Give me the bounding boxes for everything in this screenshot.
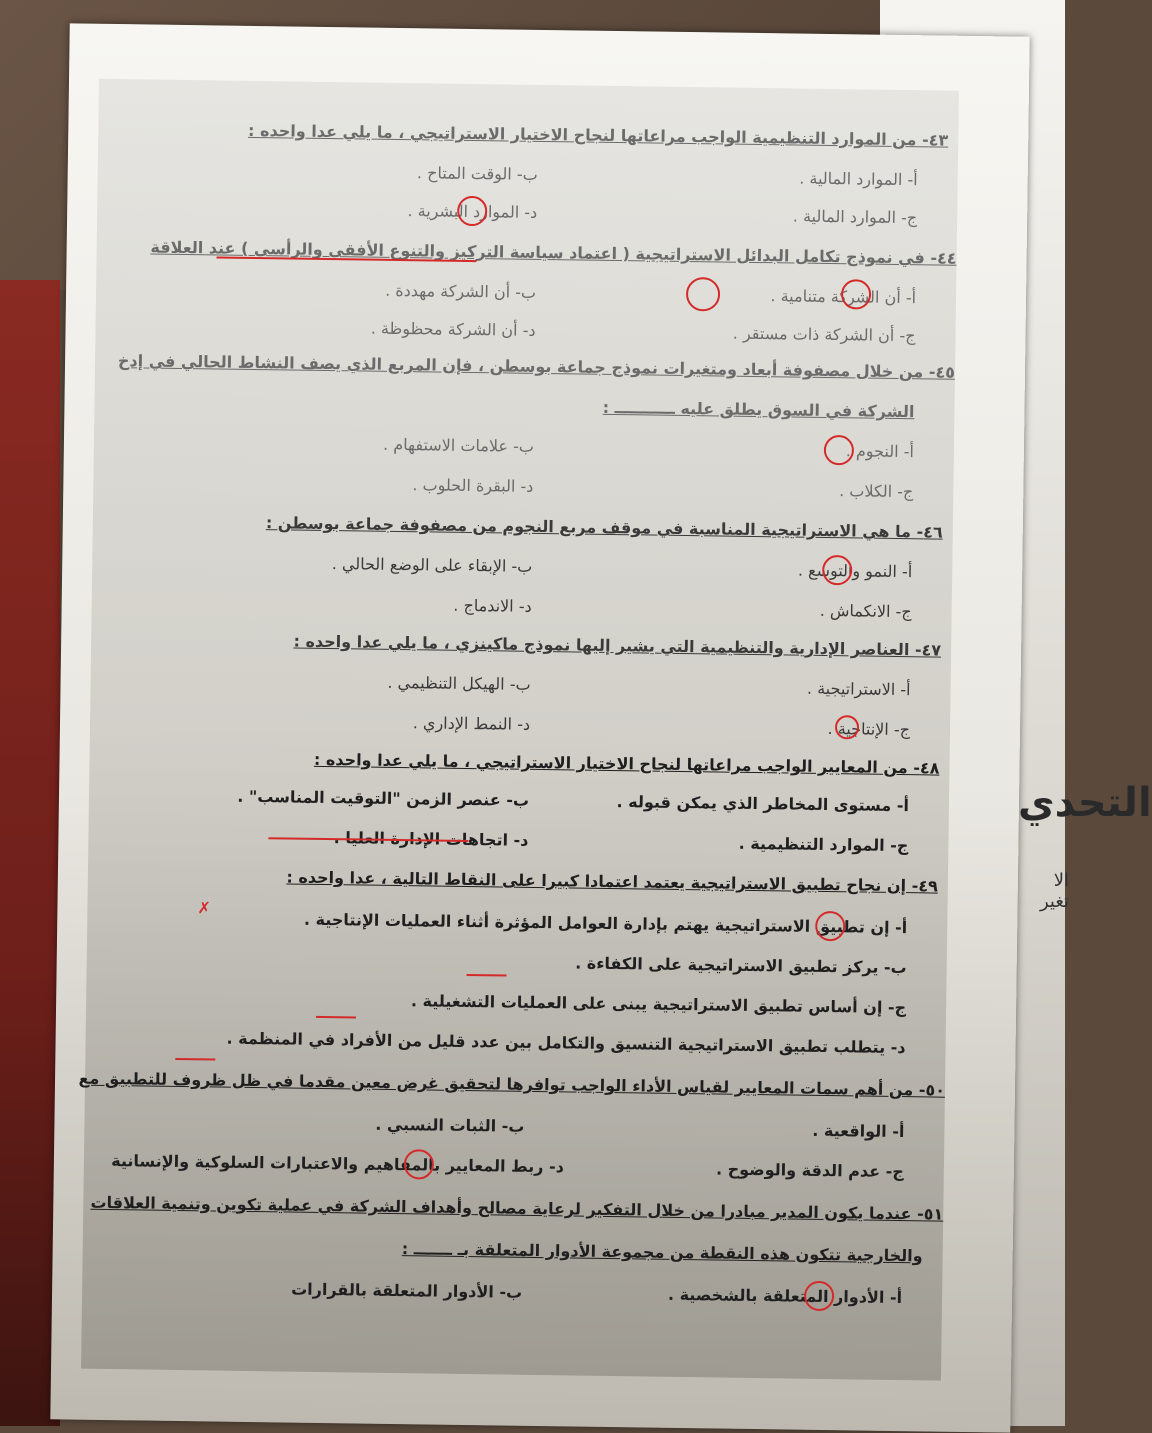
option-a: أ- إن تطبيق الاستراتيجية يهتم بإدارة العوامل المؤثرة أثناء العمليات الإنتاجية . [303,909,908,938]
option-c: ج- الموارد المالية . [792,206,918,228]
background-paper-text: الا تغير [1040,870,1070,912]
question-stem: ٥٠- من أهم سمات المعايير لقياس الأداء الواجب توافرها لتحقيق غرض معين مقدما في ظل ظروف للتطبيق مع [78,1068,946,1100]
option-a: أ- الاستراتيجية . [806,678,911,700]
option-d: د- أن الشركة محظوظة . [370,318,536,340]
option-c: ج- الإنتاجية . [827,719,911,740]
question-stem: ٤٨- من المعايير الواجب مراعاتها لنجاح الاختيار الاستراتيجي ، ما يلي عدا واحده : [313,749,940,778]
option-a: أ- الموارد المالية . [799,168,918,190]
option-b: ب- الوقت المتاح . [416,163,538,184]
option-c: ج- إن أساس تطبيق الاستراتيجية يبنى على العمليات التشغيلية . [410,991,907,1018]
option-d: د- الموارد البشرية . [407,201,538,222]
background-paper-heading: التحدي [1018,780,1152,826]
option-d: د- البقرة الحلوب . [412,475,534,496]
option-c: ج- الموارد التنظيمية . [738,833,909,856]
option-b: ب- عنصر الزمن "التوقيت المناسب" . [237,786,530,810]
option-c: ج- الانكماش . [819,600,912,622]
option-b: ب- يركز تطبيق الاستراتيجية على الكفاءة . [575,953,907,978]
option-a: أ- الأدوار المتعلقة بالشخصية . [667,1284,903,1308]
question-stem-continued: الشركة في السوق يطلق عليه ـــــــــــ : [602,397,915,422]
option-c: ج- عدم الدقة والوضوح . [715,1159,904,1182]
option-b: ب- أن الشركة مهددة . [385,280,537,302]
option-b: ب- علامات الاستفهام . [382,434,535,456]
background-red-folder [0,280,60,1426]
question-stem: ٤٦- ما هي الاستراتيجية المناسبة في موقف مربع النجوم من مصفوفة جماعة بوسطن : [265,513,943,542]
option-a: أ- مستوى المخاطر الذي يمكن قبوله . [616,792,910,816]
option-a: أ- النجوم . [845,441,915,462]
question-stem: ٤٣- من الموارد التنظيمية الواجب مراعاتها لنجاح الاختيار الاستراتيجي ، ما يلي عدا واحده : [247,120,949,150]
option-c: ج- الكلاب . [839,481,914,502]
option-a: أ- أن الشركة متنامية . [770,286,917,308]
option-d: د- النمط الإداري . [412,713,531,734]
wrong-answer-mark: ✗ [197,898,211,918]
printed-area [78,79,959,1381]
answer-circle-mark [686,277,720,311]
red-tick-mark [175,1058,215,1061]
option-b: ب- الثبات النسبي . [375,1114,525,1136]
option-a: أ- النمو والتوسع . [797,560,913,582]
question-stem: ٤٧- العناصر الإدارية والتنظيمية التي يشير إليها نموذج ماكينزي ، ما يلي عدا واحده : [293,631,942,660]
option-d: د- ربط المعايير بالمفاهيم والاعتبارات السلوكية والإنسانية [111,1151,565,1177]
option-b: ب- الإبقاء على الوضع الحالي . [331,554,533,576]
option-b: ب- الهيكل التنظيمي . [387,672,531,694]
option-b: ب- الأدوار المتعلقة بالقرارات [291,1279,523,1302]
option-a: أ- الواقعية . [812,1120,905,1142]
red-tick-mark [467,974,507,977]
question-stem: ٥١- عندما يكون المدير مبادرا من خلال التفكير لرعاية مصالح وأهداف الشركة في عملية تكوين وتنمية العلاقات [90,1192,944,1224]
question-stem: ٤٥- من خلال مصفوفة أبعاد ومتغيرات نموذج جماعة بوسطن ، فإن المربع الذي يصف النشاط الحالي في إدخ [117,351,956,382]
option-d: د- اتجاهات الإدارة العليا . [333,828,529,850]
option-d: د- يتطلب تطبيق الاستراتيجية التنسيق والتكامل بين عدد قليل من الأفراد في المنظمة . [226,1028,906,1058]
option-d: د- الاندماج . [453,595,532,616]
question-stem-continued: والخارجية تتكون هذه النقطة من مجموعة الأدوار المتعلقة بـ ـــــــ : [401,1239,923,1266]
exam-sheet [50,23,1029,1432]
option-c: ج- أن الشركة ذات مستقر . [732,323,916,346]
question-stem: ٤٩- إن نجاح تطبيق الاستراتيجية يعتمد اعتمادا كبيرا على النقاط التالية ، عدا واحده : [286,867,938,896]
red-tick-mark [316,1016,356,1019]
question-stem: ٤٤- في نموذج تكامل البدائل الاستراتيجية ( اعتماد سياسة التركيز والتنوع الأفقي والرأسي ) عند العلاقة [150,237,957,268]
